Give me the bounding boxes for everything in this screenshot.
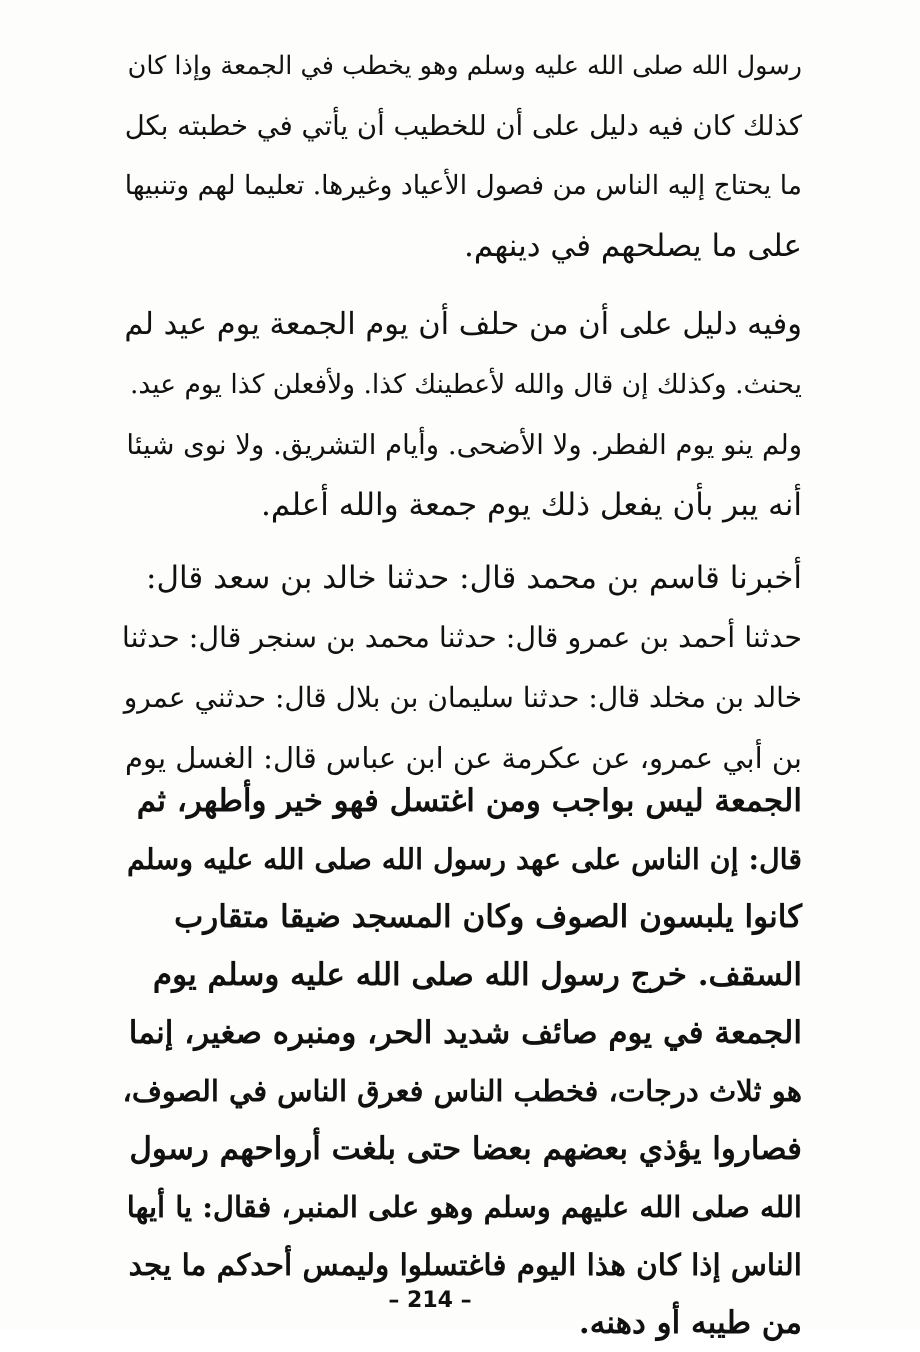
text-line: بن أبي عمرو، عن عكرمة عن ابن عباس قال: الغسل يوم [125, 741, 802, 775]
text-line: هو ثلاث درجات، فخطب الناس فعرق الناس في الصوف، [122, 1074, 802, 1108]
text-line: الجمعة في يوم صائف شديد الحر، ومنبره صغير، إنما [128, 1015, 802, 1051]
text-line: خالد بن مخلد قال: حدثنا سليمان بن بلال قال: حدثني عمرو [123, 681, 802, 714]
text-line: الناس إذا كان هذا اليوم فاغتسلوا وليمس أحدكم ما يجد [128, 1247, 802, 1282]
text-line: حدثنا أحمد بن عمرو قال: حدثنا محمد بن سنجر قال: حدثنا [121, 621, 802, 654]
text-line: على ما يصلحهم في دينهم. [464, 228, 802, 264]
paragraph-4-hadith-text [122, 772, 802, 1352]
paragraph-2 [122, 295, 802, 535]
text-line: أخبرنا قاسم بن محمد قال: حدثنا خالد بن سعد قال: [146, 560, 802, 596]
text-line: الله صلى الله عليهم وسلم وهو على المنبر، فقال: يا أيها [126, 1190, 802, 1224]
text-line: فصاروا يؤذي بعضهم بعضا حتى بلغت أرواحهم رسول [129, 1131, 802, 1167]
text-line: كانوا يلبسون الصوف وكان المسجد ضيقا متقارب [174, 899, 802, 935]
page-number: – 214 – [388, 1288, 472, 1313]
text-line: أنه يبر بأن يفعل ذلك يوم جمعة والله أعلم. [260, 487, 802, 523]
text-line: ولم ينو يوم الفطر. ولا الأضحى. وأيام التشريق. ولا نوى شيئا [126, 429, 802, 461]
text-line: الجمعة ليس بواجب ومن اغتسل فهو خير وأطهر، ثم [136, 783, 802, 819]
text-line: يحنث. وكذلك إن قال والله لأعطينك كذا. ولأفعلن كذا يوم عيد. [129, 369, 802, 400]
text-line: من طيبه أو دهنه. [578, 1305, 802, 1341]
paragraph-3-isnad [122, 548, 802, 788]
text-line: كذلك كان فيه دليل على أن للخطيب أن يأتي في خطبته بكل [124, 110, 802, 142]
text-line: وفيه دليل على أن من حلف أن يوم الجمعة يوم عيد لم [124, 307, 802, 342]
paragraph-1 [122, 36, 802, 276]
text-line: السقف. خرج رسول الله صلى الله عليه وسلم يوم [152, 957, 802, 993]
text-line: قال: إن الناس على عهد رسول الله صلى الله عليه وسلم [126, 842, 802, 876]
text-line: ما يحتاج إليه الناس من فصول الأعياد وغيرها. تعليما لهم وتنبيها [124, 170, 802, 201]
text-line: رسول الله صلى الله عليه وسلم وهو يخطب في الجمعة وإذا كان [127, 51, 802, 81]
